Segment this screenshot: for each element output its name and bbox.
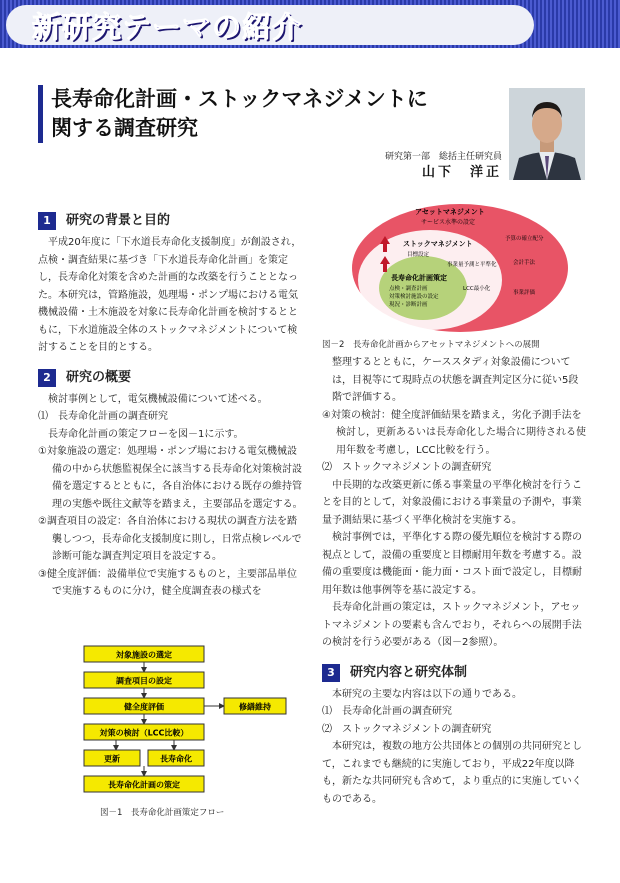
banner [0, 0, 620, 48]
svg-text:長寿命化: 長寿命化 [160, 754, 192, 764]
section-3-paragraph-2: 本研究は，複数の地方公共団体との個別の共同研究として，これまでも継続的に実施しており，平成22年度以降も，新たな共同研究も含めて，より重点的に実施していくものである。 [322, 741, 582, 805]
left-column [38, 204, 303, 601]
section-3-number: 3 [322, 664, 340, 682]
author-affiliation: 研究第一部 総括主任研究員 [384, 152, 502, 162]
section-2-subheading-2: ⑵ ストックマネジメントの調査研究 [322, 462, 492, 473]
section-3-intro: 本研究の主要な内容は以下の通りである。 [332, 688, 522, 700]
portrait-illustration [509, 88, 585, 180]
figure-1-flowchart [66, 640, 301, 802]
flow-box-renewal [84, 750, 140, 766]
section-2-sub1-text: 長寿命化計画の策定フローを図－1に示す。 [48, 428, 244, 440]
flow-box-1 [84, 646, 204, 662]
svg-text:目標設定: 目標設定 [407, 252, 430, 258]
svg-text:調査項目の設定: 調査項目の設定 [116, 676, 172, 686]
figure-2-caption: 図－2 長寿命化計画からアセットマネジメントへの展開 [322, 340, 540, 350]
section-2-item-1: ①対象施設の選定：処理場・ポンプ場における電気機械設備の中から状態監視保全に該当する長寿命化対策検討設備を選定するとともに，各自治体における既存の維持管理の実態や既往文献等を踏まえ，主要部品を選定する。 [38, 446, 303, 510]
svg-text:対策検討施設の設定: 対策検討施設の設定 [389, 294, 439, 300]
section-1-number: 1 [38, 212, 56, 230]
author-name: 山下 洋正 [421, 165, 502, 180]
section-2-paragraph-2: 中長期的な改築更新に係る事業量の平準化検討を行うことを目的として，対象設備における事業量の予測や，事業量予測結果に基づく平準化検討を実施する。 [322, 479, 582, 526]
flow-side-box [224, 698, 286, 714]
section-3-heading [322, 664, 587, 682]
svg-text:ストックマネジメント: ストックマネジメント [403, 240, 473, 248]
flow-box-3 [84, 698, 204, 714]
section-2-paragraph-3: 検討事例では，平準化する際の優先順位を検討する際の視点として，設備の重要度と目標耐用年数を考慮する。設備の重要度は機能面・能力面・コスト面で設定し，目標耐用年数は他事例等を基に設定する。 [322, 532, 582, 596]
section-2-item-3-continued: 整理するとともに，ケーススタディ対象設備については，目視等にて現時点の状態を調査判定区分に従い5段階で評価する。 [332, 357, 579, 403]
flow-box-2 [84, 672, 204, 688]
svg-text:会計手法: 会計手法 [513, 260, 536, 266]
byline [385, 150, 502, 180]
section-2-title: 研究の概要 [66, 369, 132, 385]
svg-text:サービス水準の設定: サービス水準の設定 [421, 219, 476, 226]
section-3-list-1: ⑴ 長寿命化計画の調査研究 [322, 706, 452, 717]
banner-title: 新研究テーマの紹介 [32, 10, 303, 44]
flow-box-7 [84, 776, 204, 792]
section-2-heading [38, 369, 303, 387]
flow-box-life-extension [148, 750, 204, 766]
svg-text:修繕維持: 修繕維持 [239, 702, 271, 712]
section-1-heading [38, 212, 303, 230]
svg-text:長寿命化計画策定: 長寿命化計画策定 [391, 274, 447, 282]
svg-text:アセットマネジメント: アセットマネジメント [415, 208, 485, 216]
right-column [322, 354, 587, 808]
svg-text:LCC最小化: LCC最小化 [463, 286, 491, 292]
svg-text:予算の確立配分: 予算の確立配分 [505, 236, 544, 242]
svg-text:長寿命化計画の策定: 長寿命化計画の策定 [108, 780, 180, 790]
section-1-title: 研究の背景と目的 [66, 213, 171, 229]
section-2-item-4: ④対策の検討：健全度評価結果を踏まえ，劣化予測手法を検討し，更新あるいは長寿命化した場合に期待される使用年数を考慮し，LCC比較を行う。 [322, 409, 586, 456]
article-title [38, 85, 511, 143]
section-2-item-2: ②調査項目の設定：各自治体における現状の調査方法を踏襲しつつ，長寿命化支援制度に則し，日常点検レベルで診断可能な調査判定項目を設定する。 [38, 516, 302, 562]
author-portrait [509, 88, 585, 180]
section-2-subheading-1: ⑴ 長寿命化計画の調査研究 [38, 411, 168, 422]
svg-text:健全度評価: 健全度評価 [124, 702, 164, 712]
section-2-paragraph-4: 長寿命化計画の策定は，ストックマネジメント，アセットマネジメントの要素も含んでおり，それらへの展開手法の検討を行う必要がある（図－2参照）。 [322, 602, 582, 648]
figure-1-caption: 図－1 長寿命化計画策定フロー [100, 808, 225, 818]
section-3-title: 研究内容と研究体制 [350, 664, 468, 680]
svg-text:事業量予測と平準化: 事業量予測と平準化 [447, 262, 497, 268]
section-1-paragraph: 平成20年度に「下水道長寿命化支援制度」が創設され，点検・調査結果に基づき「下水道長寿命化計画」を策定し，長寿命化対策を含めた計画的な改築を行うこととなった。本研究は，管路施設，処理場・ポンプ場における電気機械設備・土木施設を対象に長寿命化計画を検討するとともに，下水道施設全体のストックマネジメントについて検討することを目的とする。 [38, 237, 302, 353]
section-3-list-2: ⑵ ストックマネジメントの調査研究 [322, 723, 492, 735]
article-title-line2: 関する調査研究 [51, 116, 198, 140]
section-2-item-3: ③健全度評価：設備単位で実施するものと，主要部品単位で実施するものに分け，健全度調査表の様式を [38, 568, 297, 597]
svg-text:対象施設の選定: 対象施設の選定 [116, 650, 172, 660]
section-2-number: 2 [38, 369, 56, 387]
svg-text:事業評価: 事業評価 [513, 290, 536, 296]
svg-text:現況・診断計画: 現況・診断計画 [389, 302, 428, 308]
article-title-line1: 長寿命化計画・ストックマネジメントに [51, 87, 428, 111]
figure-2-diagram [345, 196, 575, 336]
svg-text:対策の検討（LCC比較）: 対策の検討（LCC比較） [99, 728, 189, 738]
flow-box-4 [84, 724, 204, 740]
svg-text:点検・調査計画: 点検・調査計画 [389, 286, 428, 292]
section-2-intro: 検討事例として，電気機械設備について述べる。 [48, 393, 268, 405]
svg-text:更新: 更新 [104, 754, 120, 764]
